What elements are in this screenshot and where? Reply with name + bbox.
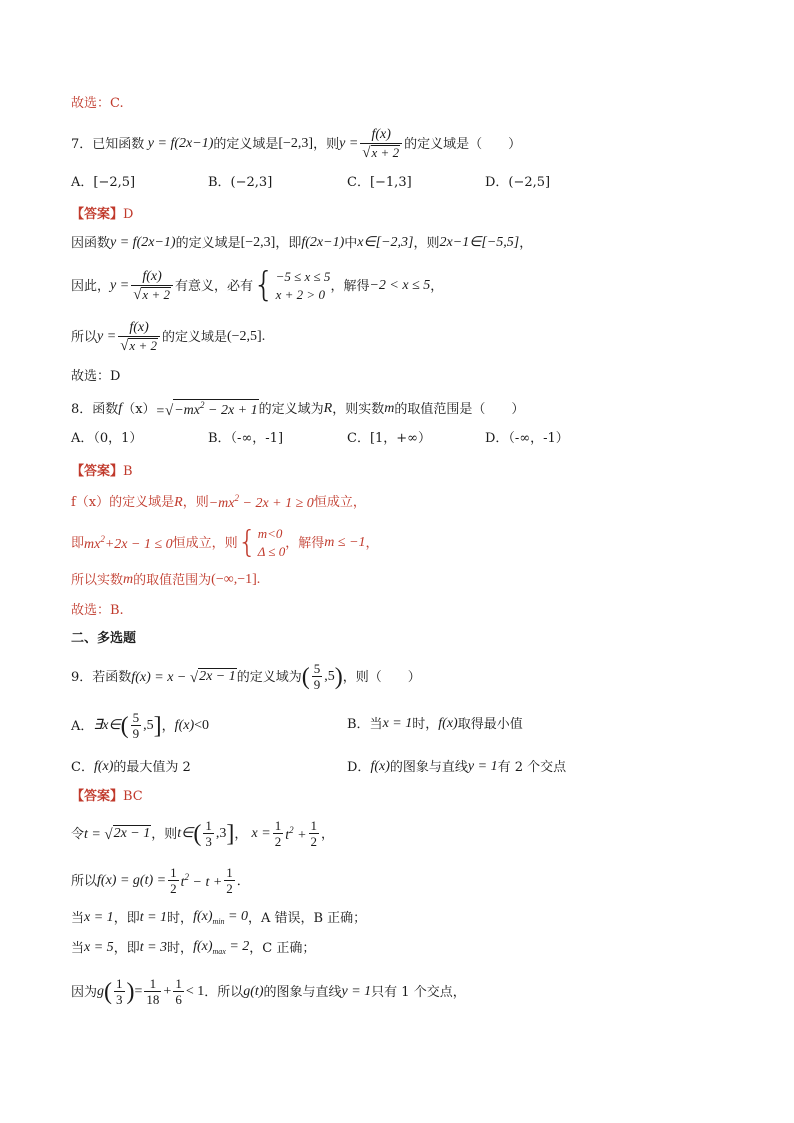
section-heading [71,632,136,645]
formula: $t^2$ + [285,824,307,843]
formula: y = [339,136,359,151]
q8-option-c [347,432,431,445]
formula: f(x) = g(t) = [97,873,167,888]
formula: 2x−1∈[−5,5] [439,235,520,250]
fraction: $\frac{1}{3}$ [205,817,212,849]
formula: [−2,3] [278,136,314,151]
option-text: D．(−2,5] [485,175,551,190]
q8-option-d [485,432,569,445]
formula: f(2x−1) [301,235,345,250]
formula: ,5 [324,669,335,684]
text: ，则（ ） [342,669,421,685]
text: ． [236,873,250,889]
text: 有 2 个交点 [497,759,567,775]
paren: ) [126,979,135,1005]
text: 的最大值为 2 [113,759,191,775]
text: 函数 [92,401,119,417]
formula: = [134,984,143,999]
formula: $f(x)_{min} = 0$ [193,909,248,926]
fraction: $\frac{1}{2}$ [170,864,177,896]
formula: f [118,401,123,417]
fraction: f(x) √ x + 2 [118,320,160,353]
answer-label: 【答案】 [71,464,124,479]
fraction: $\frac{1}{2}$ [310,817,318,849]
answer-label: 【答案】 [71,789,124,804]
formula: x = [251,826,271,841]
formula: x = 1 [84,910,114,925]
q6-final-text: 故选：C. [71,96,124,111]
paren: ( [193,821,202,847]
formula: $f(x)_{max} = 2$ [193,939,250,956]
text: m [123,572,134,587]
formula: m ≤ −1 [324,535,366,550]
text: 因函数 [71,235,111,251]
text: ，则 [151,826,178,842]
q7-text: ，则 [313,136,340,152]
formula: $t^2 - t$ + [180,871,223,890]
fraction: $\frac{5}{9}$ [313,660,321,692]
option-text: C．[−1,3] [347,175,412,190]
fraction: $\frac{1}{2}$ [274,817,282,849]
q7-option-d [485,176,550,189]
option-label: A． [71,718,94,734]
text: ，则 [413,235,440,251]
q9-option-a [71,709,209,743]
text: 的定义域为 [258,401,324,417]
formula: ,3 [215,826,227,841]
q7-text: 已知函数 [92,136,145,152]
fraction: f(x) √ x + 2 [131,269,173,302]
text: 故选：D [71,369,121,384]
q7-option-b [208,176,272,189]
option-text: D．（-∞，-1） [485,431,569,446]
brace: { [237,525,257,560]
fraction: $\frac{5}{9}$ [132,709,140,741]
text: 恒成立， [313,495,366,510]
text: 恒成立，则 [172,535,238,551]
option-text: B．(−2,3] [208,175,273,190]
text: 所以 [71,873,98,889]
text: R [174,494,183,510]
paren: ( [104,979,113,1005]
text: 的定义域是 [161,329,227,345]
paren: ] [226,821,235,847]
formula: [−2,3] [240,235,276,250]
q8-final [71,604,124,617]
text: （x） [122,401,156,417]
q9-stem [71,660,421,694]
text: 只有 1 个交点， [371,984,466,1000]
option-text: A．[−2,5] [71,175,136,190]
paren: ] [153,713,162,739]
text: 故选：B. [71,603,124,618]
q8-solution-1 [71,494,366,511]
text: ，则实数 [332,401,385,417]
fraction: $\frac{1}{18}$ [146,975,160,1007]
text: 若函数 [92,669,132,685]
text: 时， [412,716,439,732]
q7-option-c [347,176,412,189]
text: B．当 [347,716,383,732]
formula: y = 1 [467,759,498,774]
text: ， [430,278,444,294]
q9-solution-5 [71,974,466,1010]
text: ， [234,826,252,842]
text: ， [519,235,533,251]
system: −5 ≤ x ≤ 5 x + 2 > 0 [275,269,331,302]
paren: ) [334,664,343,690]
formula: < 1 [185,984,205,999]
option-text: A．（0，1） [71,431,143,446]
text: ，A 错误，B 正确； [247,910,367,926]
text: 因为 [71,984,98,1000]
q9-option-c [71,760,191,774]
text: ，解得 [285,535,325,551]
formula: $mx^2+2x - 1 \le 0$ [84,533,173,552]
q8-solution-2 [71,526,379,560]
q9-solution-2 [71,864,250,898]
formula: f(x) = x − √ 2x − 1 [131,669,236,686]
text: D． [347,759,371,775]
q9-number: 9． [71,669,93,685]
text: 的取值范围是（ ） [394,401,525,417]
q9-solution-1 [71,816,334,852]
text: 即 [71,535,85,551]
formula: f(x) [174,718,195,733]
text: ， [321,826,335,842]
formula: + [163,984,172,999]
text: ， [365,535,379,551]
formula: y = [97,329,117,344]
formula: y = f(2x−1) [144,136,214,151]
fraction: $\frac{1}{6}$ [175,975,182,1007]
q8-solution-3 [71,573,260,587]
text: ， [161,718,175,734]
formula: t = 3 [139,940,168,955]
q6-final [71,97,124,110]
formula: y = 1 [341,984,372,999]
text: 的图象与直线 [389,759,468,775]
formula: x∈[−2,3] [357,235,414,250]
formula: g(t) [243,984,264,999]
formula: f(x) [370,759,390,774]
q8-option-a [71,432,142,445]
text: 的定义域是 [175,235,241,251]
formula: $-mx^2 - 2x + 1 \ge 0$ [208,493,314,511]
option-text: C．[1，+∞） [347,431,432,446]
text: 中 [344,235,358,251]
text: R [323,401,333,417]
text: 令 [71,826,85,842]
q8-stem [71,399,524,419]
text: ．所以 [204,984,244,1000]
fraction: f(x) √ x + 2 [360,127,402,160]
q9-solution-4 [71,940,315,956]
text: f（x）的定义域是 [71,495,175,510]
formula: ,5 [143,718,154,733]
text: <0 [194,718,210,733]
formula: x = 1 [382,716,413,731]
brace: { [252,265,275,306]
formula: t = √ 2x − 1 [84,826,151,843]
formula: x = 5 [84,940,114,955]
text: ，即 [275,235,302,251]
q8-number: 8． [71,401,93,417]
option-text: B．（-∞，-1] [208,431,284,446]
answer-value: BC [123,789,143,804]
q7-stem [71,127,522,161]
text: 的定义域为 [236,669,302,685]
q7-option-a [71,176,135,189]
text: 所以 [71,329,98,345]
q8-option-b [208,432,283,445]
system: m<0 Δ ≤ 0 [257,526,286,559]
formula: (−∞,−1]. [211,572,261,587]
text: m [384,401,395,417]
answer-value: B [123,464,133,479]
formula: y = [110,278,130,293]
formula: t = 1 [139,910,168,925]
q7-text: 的定义域是 [213,136,279,152]
text: 时， [167,910,194,926]
q7-answer [71,208,133,221]
formula: y = f(2x−1) [110,235,176,250]
q9-answer [71,790,143,803]
text: ，则 [182,495,209,510]
text: C． [71,759,94,775]
q7-number: 7． [71,136,93,152]
q7-solution-2 [71,265,444,306]
fraction: $\frac{1}{2}$ [226,864,233,896]
text: 时， [167,940,194,956]
formula: = √ $-mx^2 - 2x + 1$ [155,400,258,420]
formula: g [97,984,105,999]
q7-solution-3 [71,320,265,354]
formula: −2 < x ≤ 5 [369,278,431,293]
text: ，即 [113,940,140,956]
text: 当 [71,940,85,956]
formula: t∈ [177,826,194,841]
text: ，解得 [330,278,370,294]
text: 取得最小值 [457,716,523,732]
q8-answer [71,465,133,478]
formula: (−2,5]. [226,329,266,344]
answer-value: D [123,207,134,222]
formula: ∃x∈ [93,718,121,733]
section-title: 二、多选题 [71,631,137,646]
text: 有意义，必有 [174,278,253,294]
text: 的取值范围为 [133,572,212,588]
formula: f(x) [438,716,458,731]
text: ，即 [113,910,140,926]
text: 的图象与直线 [263,984,342,1000]
q9-option-b [347,717,523,731]
q7-final [71,370,120,383]
text: ，C 正确； [249,940,316,956]
q9-option-d [347,760,566,774]
text: 当 [71,910,85,926]
fraction: $\frac{1}{3}$ [116,975,123,1007]
answer-label: 【答案】 [71,207,124,222]
paren: ( [301,664,310,690]
text: 因此， [71,278,111,294]
text: 所以实数 [71,572,124,588]
formula: f(x) [93,759,114,774]
q7-text: 的定义域是（ ） [404,136,522,152]
paren: ( [120,713,129,739]
q9-solution-3 [71,910,366,926]
q7-solution-1 [71,236,532,250]
